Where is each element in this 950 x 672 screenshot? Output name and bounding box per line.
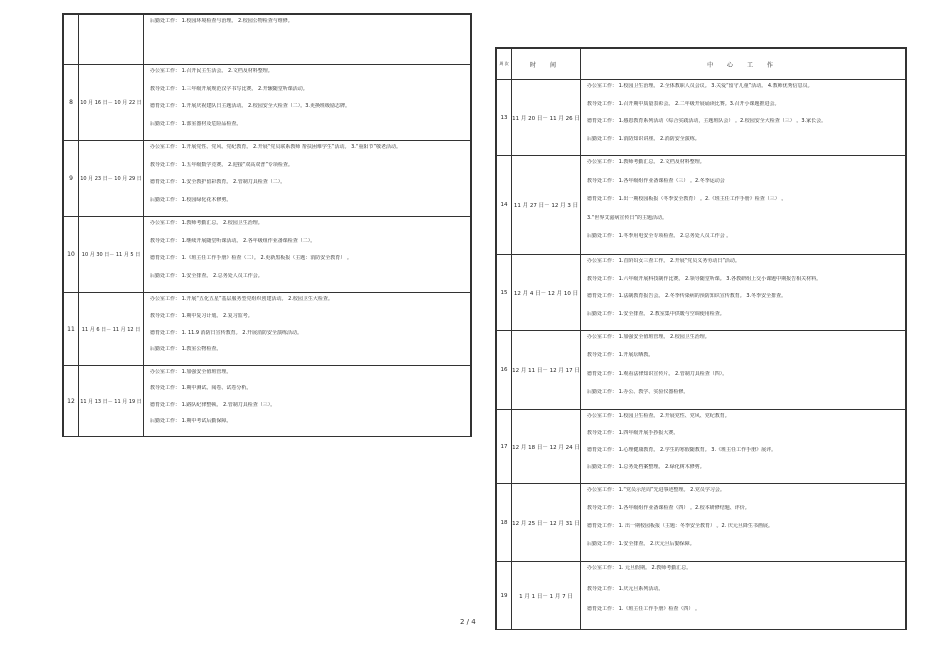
- table-row: [64, 15, 471, 65]
- task-line: 教导处工作： 1.期中测试、阅卷、试卷分析。: [150, 385, 252, 392]
- tasks-cell: [581, 255, 906, 331]
- task-line: 教导处工作： 1.各年级组作业备课检查（三） 。2.冬季运动会: [587, 177, 725, 184]
- task-line: 办公室工作： 1.教师考勤汇总。 2.文档及材料整理。: [587, 159, 705, 165]
- tasks-cell: [581, 156, 906, 255]
- task-line: 后勤处工作： 1.办公、教学、实验仪器检修。: [587, 388, 689, 395]
- task-line: 德育处工作： 1.出一期校园板报（冬季安全教育） 。2.《班主任工作手册》检查（三） 。: [587, 196, 787, 203]
- task-line: 教导处工作： 1.六年级开展科技制作比赛。 2.领导随堂听课。 3.各教研组上交小课题中期报告相关材料。: [587, 275, 822, 282]
- task-line: 办公室工作： 1.校园卫生治理。 2.全体教职人员会议。 3.关爱“留守儿童”活动。 4.教师优秀信息员。: [587, 83, 813, 89]
- week-date-range: 10 月 30 日－ 11 月 5 日: [79, 217, 144, 293]
- task-line: 德育处工作： 1. 出一期校园板报（主题：冬季安全教育） 。2. 庆元旦降生书画展。: [587, 523, 773, 529]
- task-line: 教导处工作： 1.各年级组作业备课检查（四） 。2.校本研修结题、评价。: [587, 505, 750, 511]
- tasks-cell: [144, 65, 471, 141]
- tasks-cell: [581, 410, 906, 484]
- week-date-range: 12 月 4 日－ 12 月 10 日: [512, 255, 581, 331]
- table-row: [64, 217, 471, 293]
- week-number: 16: [497, 331, 512, 410]
- week-date-range: 11 月 20 日－ 11 月 26 日: [512, 80, 581, 156]
- work-header: 中 心 工 作: [581, 49, 906, 80]
- task-line: 后勤处工作： 1.校园环境检查与治理。 2.校园公物检查与维修。: [150, 18, 293, 24]
- week-date-range: 11 月 6 日－ 11 月 12 日: [79, 293, 144, 366]
- table-row: [497, 562, 906, 630]
- task-line: 办公室工作： 1.首阶妇女三查工作。 2.开展“党员义务劳动日”活动。: [587, 258, 740, 264]
- task-line: 德育处工作： 1.开展庆祝建队日主题活动。 2.校园安全大检查（二）。3.更换班级励志牌。: [150, 103, 350, 109]
- task-line: 3.“世界艾滋病宣传日”的主题活动。: [587, 214, 667, 221]
- right-table-body: [496, 48, 906, 630]
- task-line: 教导处工作： 1.四年级开展手抄报大赛。: [587, 430, 679, 436]
- week-number: 12: [64, 366, 79, 437]
- task-line: 教导处工作： 1.继续开展随堂听课活动。 2.各年级组作业备课检查（二）。: [150, 237, 316, 244]
- table-header-row: [497, 49, 906, 80]
- task-line: 德育处工作： 1.法制教育报告会。 2.冬季传染病的预防知识宣传教育。 3.冬季安全排查。: [587, 293, 787, 299]
- task-line: 办公室工作： 1.“党员示范周”先进事迹整理。 2.党员学习会。: [587, 487, 725, 493]
- left-table-body: [63, 14, 471, 437]
- task-line: 德育处工作： 1.《班主任工作手册》检查（四） 。: [587, 606, 700, 613]
- table-row: [64, 141, 471, 217]
- task-line: 后勤处工作： 1.部室器材及危险品检查。: [150, 120, 242, 127]
- task-line: 教导处工作： 1.五年级数学竞赛。 2.迎接“双高双普”专项检查。: [150, 161, 293, 168]
- table-row: [497, 484, 906, 562]
- task-line: 德育处工作： 1. 11.9 消防日宣传教育。 2.开展消防安全演练活动。: [150, 329, 303, 336]
- task-line: 办公室工作： 1.召开民主生活会。 2.文档及材料整理。: [150, 68, 273, 74]
- week-number: 19: [497, 562, 512, 630]
- task-line: 后勤处工作： 1.校园绿化花木修剪。: [150, 196, 232, 203]
- schedule-table-right: [495, 47, 907, 630]
- tasks-cell: [581, 484, 906, 562]
- tasks-cell: [581, 331, 906, 410]
- task-line: 教导处工作： 1.开展坛晒教。: [587, 352, 654, 359]
- week-header: 周 次: [497, 49, 512, 80]
- task-line: 后勤处工作： 1.消防知识讲座。 2.消防安全演练。: [587, 135, 700, 142]
- task-line: 德育处工作： 1.观看法律知识宣传片。 2.管制刀具检查（四）。: [587, 370, 728, 377]
- tasks-cell: [144, 217, 471, 293]
- table-row: [497, 80, 906, 156]
- task-line: 后勤处工作： 1.安全排查。 2.庆元旦后勤保障。: [587, 541, 695, 547]
- tasks-cell: [144, 293, 471, 366]
- task-line: 教导处工作： 1.庆元旦系列活动。: [587, 585, 664, 592]
- week-number: 17: [497, 410, 512, 484]
- task-line: 德育处工作： 1.心理健康教育。 2.学生的寒假随教育。 3.《班主任工作手册》展评。: [587, 447, 777, 453]
- task-line: 德育处工作： 1.路队纪律整顿。 2.管制刀具检查（三）。: [150, 401, 276, 408]
- tasks-cell: [144, 141, 471, 217]
- schedule-table-left: [62, 13, 472, 437]
- table-row: [497, 255, 906, 331]
- week-date-range: 12 月 18 日－ 12 月 24 日: [512, 410, 581, 484]
- time-header: 时 间: [512, 49, 581, 80]
- task-line: 办公室工作： 1.教师考勤汇总。 2.校园卫生治理。: [150, 220, 263, 226]
- task-line: 后勤处工作： 1.教室公物检查。: [150, 346, 222, 353]
- task-line: 教导处工作： 1.期中复习计划。 2.复习监考。: [150, 312, 253, 319]
- week-number: 9: [64, 141, 79, 217]
- table-row: [64, 65, 471, 141]
- task-line: 办公室工作： 1.开展党性、党风、党纪教育。 2.开展“党员联系教师 帮扶困难学生”活动。 3.“重阳节”敬老活动。: [150, 144, 402, 150]
- task-line: 办公室工作： 1.加强安全值班管理。: [150, 369, 232, 375]
- week-number: 18: [497, 484, 512, 562]
- table-row: [64, 293, 471, 366]
- table-row: [497, 410, 906, 484]
- task-line: 办公室工作： 1.校园卫生检查。 2.开展党性、党风、党纪教育。: [587, 413, 730, 419]
- task-line: 德育处工作： 1.感恩教育系列活动（综合实践活动，主题班队会） 。2.校园安全大检查（三） 。3.家长会。: [587, 118, 827, 124]
- week-number: [64, 15, 79, 65]
- week-date-range: 10 月 23 日－ 10 月 29 日: [79, 141, 144, 217]
- task-line: 后勤处工作： 1.冬季用电安全专项检查。 2.总务处人员工作会 。: [587, 233, 732, 240]
- week-date-range: 12 月 25 日－ 12 月 31 日: [512, 484, 581, 562]
- week-date-range: 10 月 16 日－ 10 月 22 日: [79, 65, 144, 141]
- task-line: 办公室工作： 1.加强安全值班管理。 2.校园卫生治理。: [587, 334, 710, 340]
- week-number: 15: [497, 255, 512, 331]
- week-number: 13: [497, 80, 512, 156]
- tasks-cell: [581, 80, 906, 156]
- week-number: 10: [64, 217, 79, 293]
- week-number: 14: [497, 156, 512, 255]
- tasks-cell: [581, 562, 906, 630]
- task-line: 办公室工作： 1. 元旦假期。 2.教师考勤汇总。: [587, 565, 692, 571]
- task-line: 后勤处工作： 1.总务处档案整理。 2.绿化树木修剪。: [587, 464, 705, 470]
- task-line: 德育处工作： 1.《班主任工作手册》检查（二）。 2.更新黑板报（主题：消防安全教育） 。: [150, 255, 352, 261]
- table-row: [497, 331, 906, 410]
- page-number: 2 / 4: [460, 618, 476, 626]
- week-date-range: [79, 15, 144, 65]
- week-date-range: 11 月 13 日－ 11 月 19 日: [79, 366, 144, 437]
- task-line: 教导处工作： 1.三年级开展规范汉字书写比赛。 2.开辗随堂听课活动。: [150, 85, 308, 92]
- week-date-range: 11 月 27 日－ 12 月 3 日: [512, 156, 581, 255]
- task-line: 后勤处工作： 1.安全排查。 2.教室集中供暖与空调使用检查。: [587, 310, 725, 317]
- task-line: 后勤处工作： 1.期中考试后勤保障。: [150, 417, 232, 424]
- task-line: 教导处工作： 1.召开期中质量表彰会。 2.二年级开展诵读比赛。3.召开小课题推进会。: [587, 100, 780, 107]
- week-number: 11: [64, 293, 79, 366]
- week-date-range: 12 月 11 日－ 12 月 17 日: [512, 331, 581, 410]
- task-line: 办公室工作： 1.开展“五化五星”基层服务型党组织创建活动。 2.校园卫生大检查。: [150, 296, 333, 302]
- table-row: [64, 366, 471, 437]
- tasks-cell: [144, 366, 471, 437]
- week-number: 8: [64, 65, 79, 141]
- task-line: 德育处工作： 1.安全教护留彩教育。 2.管制刀具检查（二）。: [150, 179, 286, 185]
- table-row: [497, 156, 906, 255]
- week-date-range: 1 月 1 日－ 1 月 7 日: [512, 562, 581, 630]
- task-line: 后勤处工作： 1.安全排查。 2.总务处人员工作会。: [150, 272, 263, 279]
- tasks-cell: [144, 15, 471, 65]
